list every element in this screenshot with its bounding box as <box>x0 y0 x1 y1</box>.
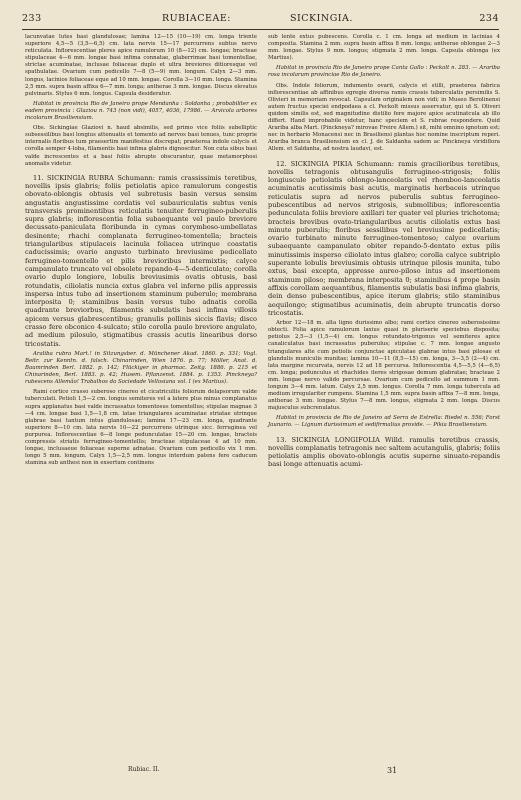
species-12-diagnosis: ramis gracilioribus teretibus, novellis tetragonis obtusangulis ferrugineo-strigosis; foliis longiuscule petiolatis oblongo-lanceolatis vel rhomboo-lanceolatis acuminatis acutissimis basi acutis, marginatis herbaceis utrinque reticulatis supra ad nervos puberulis subtus ferrugineo-pubescentibus ad nervos strigosis, submollibus; inflorescentia pedunculata foliis breviore axillari ter quater vel pluries trichotoma; bracteis brevibus ovato-triangularibus acutis ciliolatis extus basi minute puberulis; floribus sessilibus vel breviusime pedicellatis; ovario turbinato minute ferrugineo-tomentoso; calyce ovarium subaequante campanulato obiter repando-5-dentato extus pilis minutissimis inspersо ciliolato intus glabro; corolla calyce subtriplo superante lobulis breviusimis obtusis utrinque pilosis munita, tubo extus, basi excepta, appresse aureo-piloso intus ad insertionem staminum pilosо; membrana interposita 0; staminibus 4 prope basin affixis corollam aequantibus, filamentis subulatis basi infima glabris, dein denso pubescentibus, apice iterum glabris; stilo staminibus aequilongo; stigmatibus acuminatis, dein abrupte truncatis dorso tricostatis. <box>268 159 500 317</box>
species-13-heading: 13. SICKINGIA LONGIFOLIA Willd. <box>276 435 405 444</box>
description-paragraph: Rami cortice crasso suberoso cinereo et cicatriculiis foliorum delapsorum valde tuberculati. Petioli 1,5—2 cm. longus semiteres vel a latere plus minus complanatus supra applanatus basi valde incrassatus tomentosus tomentellus; stipulae magnae 3—4 cm. longae basi 1,5—1,8 cm. latae triangulares acuminatae striatae utrinque glabrae basi tantum intus glandulosae; lamina 17—23 cm. longa, quadrante superiore 8—10 cm. lata nervis 10—22 percurrens utrinque sicc. ferruginea vel purpurea. Inflorescentiae 6—8 longe pedunculatae 15—20 cm. longae, bracteis compressis striatis ferrugineo-tomentellis; bracteae stipulaceae 4 ad 10 mm. longae, inclusaeue foliaceae superne adnatae. Ovarium cum pedicello vix 1 mm. longo 5 mm. longum. Calyx 1,5—2,5 mm. longus interdum patens fere caducum stamina sub anthesi non in exsertum continens <box>25 389 257 467</box>
species-12-paragraph <box>268 160 500 318</box>
observation-paragraph: Obs. Sickingiae Glaziovi n. haud absimilis, sed primo vice foliis subelliptic subsessilibus basi longius attenuatis et tomento ad nervos basi tenues, tunc proprie internalis floribus tum praesertim manifestius discrepat; praeterea indole calycis et corolla semper 4-loba, filamentis basi infima glabris dignoscitur. Non cuta sibus basi valde increscentes et a basi foliis abrupte obscurantur, quae metamorphosi anomalis videtur. <box>25 125 257 167</box>
habitat-paragraph: Habitat in provincia Rio de Janeiro prope Canta Gallo : Peckolt n. 283. — Arariba rosa incolarum provinciae Rio de Janeiro. <box>268 65 500 79</box>
species-13-paragraph <box>268 436 500 469</box>
header-rule <box>22 29 499 30</box>
page-number-right: 234 <box>479 13 499 24</box>
species-12-heading: 12. SICKINGIA PIKIA Schumann: <box>276 159 394 168</box>
species-11-diagnosis: ramis crassissimis teretibus, novellis ipsis glabris; foliis petiolatis apice ramulorum congestis obovato-oblongis obtusis vel subretusis basin versus sensim angustatis angustissime cordatis vel subauriculatis subtus venis transversis prominentibus reticulatis tenuiter ferrugineo-puberulis supra glabris; inflorescentia folia subaequante vel paulo breviore decussato-paniculata floribunda in cymas corymboso-umbellatas desinente; rhachi complanata ferrugineo-tomentella; bracteis triangularibus stipulaceis lacinula foliacea utrinque coastatis caducissimis; ovario angusto turbinato breviusime pedicellato ferrugineo-tomentello et pilis brevioribus intermixtis; calyce campanulato truncato vel obsolete repando-4—5-denticulato; corolla ovario duplo longiore, lobulis breviusimis ovatis obtusis, basi rotundatis, ciliolatis nuncia extus glabra vel inferne pilis appressis inspersa intus tubo ad insertionem staminum puberulo; membrana interposita 0; staminibus basin versus tubo adnatis corolla quadrante breviorbus, filamentis subulatis basi infima villosis apicem versus glabrescentibus; granulis pollinis siccis flavis; disco crasso fere obconico 4-sulcato; stilo corolla paulo breviore angulato, ad medium pilosulo, stigmatibus crassis acutis linearibus dorso tricostatis. <box>25 173 257 348</box>
paragraph: lacunvatae lutes basi glandulosae; lamina 12—15 (10—19) cm. longa triente superiore 4,5—5 (3,5—6,5) cm. lata nervis 15—17 percurrens subtus nervo reticulata. Inflorescentiae pleres apice ramulorum 10 (8—12) cm. longae; bracteae stipulaceae 4—6 mm. longae basi infima connatae, glaberrimae basi tomentellae, strictae acuminatae, inclusae foliaceae duplo et ultra breviores ditioresque vel spathulatae. Ovarium cum pedicello 7—8 (5—9) mm. longum. Calyx 2—3 mm. longus, lacinios foliaceae eque ad 10 mm. longae. Corolla 3—10 mm. longa. Stamina 2,5 mm. supra basin affixa 6—7 mm. longa; antherae 3 mm. longae. Discus elevatus pulvinaris. Stylus 6 mm. longus. Capsula desideratur. <box>25 34 257 97</box>
left-column <box>25 34 257 470</box>
description-paragraph: Arbor 12—18 m. alta ligno durissimo albo; rami cortice cinereo suberosissime obtecti. Folia apice ramulorum laxius quasi in pluriserie speciebus disposita; petiolus 2,5—3 (1,5—4) cm. longus rotundato-trigonus vel semiteres apice canaliculatus basi incrassatus puberulus; stipulae c. 7 mm. longae angusto triangulares alte cum petiolis conjunctae apiculatae glabrae intus basi pilosae et glandulis municulis munitae; lamina 10—11 (8,5—15) cm. longa, 3—3,5 (2—4) cm. lata margine recurvata, nervis 12 ad 18 percursa. Inflorescentia 4,5—5,5 (4—6,5) cm. longa; pedunculus et rhachides iteres strigosae demum glabratae; bracteae 2 mm. longae nervo valido percursae. Ovarium cum pedicello ad summum 1 mm. longum 3—4 mm. latum. Calyx 2,5 mm. longus. Corolla 7 mm. longa tubercula ad medium irregulariter rumpens. Stamina 1,5 mm. supra basin affixa 7—8 mm. longa, antherae 3 mm. longae. Stylus 7—8 mm. longus, stigmata 2 mm. longa. Discus majusculus subcrenulatus. <box>268 320 500 412</box>
species-11-paragraph <box>25 174 257 348</box>
literature-paragraph: Araliba rubra Mart.! in Sitzungsber. d. Münchener Akad. 1860. p. 331; Vogl. Beitr. zur Kenntn. d. falsch. Chinarinden, Wien 1876. p. 77; Möller, Anat. d. Baumrinden Berl. 1882. p. 142; Flückiger in pharmac. Zeitg. 1886. p. 215 et Chinarinden, Berl. 1883. p. 42; Husem. Pflanzenst. 1884. p. 1353. Pinckneya? rubescens Allemão! Trabalhos da Sociedade Vellosiana vol. I (ex Martius). <box>25 350 257 386</box>
paragraph: sub lente extus pubescens. Corolla c. 1 cm. longa ad medium in lacinias 4 composita. Stamina 2 mm. supra basin affixa 8 mm. longa; antherae oblongae 2—3 mm. longae. Stylus 9 mm. longus; stigmata 2 mm. longa. Capsula oblonga (ex Martius). <box>268 34 500 62</box>
species-13-diagnosis: ramulis teretibus crassis, novellis complanatis tetragonis nec saltem acutangulis, glabris; foliis petiolatis amplis obovato-oblongis acutis superne sinuato-repandis basi longe attenuatis acumi- <box>268 435 500 469</box>
species-11-heading: 11. SICKINGIA RUBRA Schumann: <box>33 173 155 182</box>
signature-mark: Rubiac. II. <box>128 766 160 773</box>
running-title-right: SICKINGIA. <box>290 13 353 24</box>
habitat-paragraph: Habitat in provincia Rio de Janeiro prope Mendanha : Soldanha ; probabiliter ex eadem provincia : Glaziou n. 743 (non vidi), 4057, 4036, 17986. — Arvicola arbores incolarum Brasiliensium. <box>25 100 257 122</box>
habitat-paragraph: Habitat in provincia de Rio de Janeiro ad Serra de Estrella: Riedel n. 556; Forst Jaunario. — Lignum durissimum et sedifirmalius provide. — Pikia Brasiliensium. <box>268 415 500 429</box>
sheet-number: 31 <box>387 766 398 775</box>
running-title-left: RUBIACEAE: <box>162 13 231 24</box>
running-header <box>22 13 499 27</box>
right-column <box>268 34 500 472</box>
page-number-left: 233 <box>22 13 42 24</box>
observation-paragraph: Obs. Indole foliorum, indumento ovarii, calycis et stilli, praeterea fabrica inflorescentiae ab affinibus egregie diversa ramis crassis tuberculatis persimilis S. Olivieri in memoriam revocat. Capsulam originalem non vidi; in Museo Berolinensi autem fructus speciei endpodaea a cl. Peckolt missus asservatur, qui ut S. Oliveri quidem similis est, sed magnitudine distilio fere majore apice acutinatcula ab illo differt. Hand improbabile videtur, hanc speciem et S. rubrae respondere. Quid Arariba alba Mart. (Pinckneya? mirovae Freire Allem.) sit, mihi omnino ignotum est; nec in herbario Monacensi nec in Brasiliensi plantas hoc nomine inscriptum reperi. Arariba branca Brasiliensium ex cl. J. de Saldanha sadem ac Pinckneya viridiflora Allem. et Saldanha, ad nostra laudavi, est. <box>268 82 500 153</box>
